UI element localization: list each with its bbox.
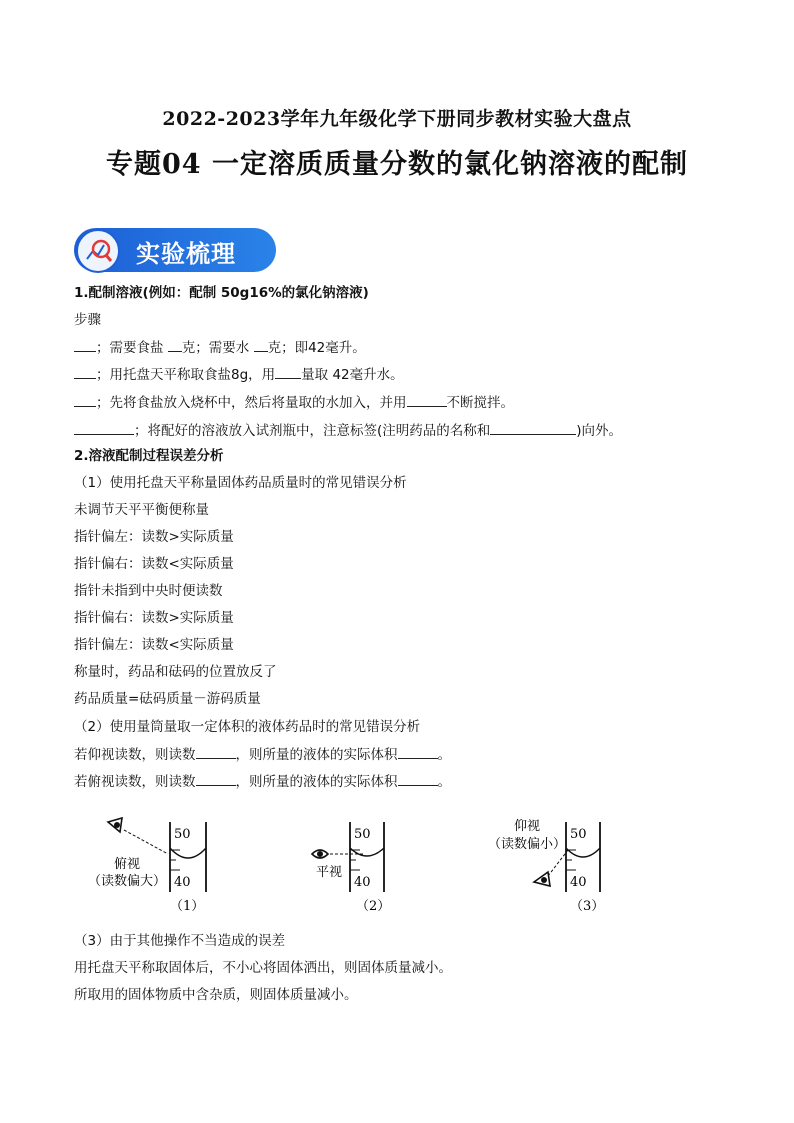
blank-field xyxy=(490,420,576,435)
blank-field xyxy=(398,771,438,786)
text-line: 指针偏左：读数>实际质量 xyxy=(74,529,234,545)
text-line: 未调节天平平衡便称量 xyxy=(74,502,209,518)
document-subtitle: 2022-2023学年九年级化学下册同步教材实验大盘点 xyxy=(162,108,632,130)
blank-field xyxy=(398,744,438,759)
section2-heading: 2.溶液配制过程误差分析 xyxy=(74,448,224,464)
figure-1 xyxy=(88,810,238,920)
mark-50: 50 xyxy=(354,827,371,842)
blank-field xyxy=(168,337,182,352)
text-line-upward: 若仰视读数，则读数 ，则所量的液体的实际体积 。 xyxy=(74,744,451,765)
text-line: 称量时，药品和砝码的位置放反了 xyxy=(74,664,277,680)
mark-40: 40 xyxy=(354,875,371,890)
blank-field xyxy=(196,744,236,759)
step-3: ；先将食盐放入烧杯中，然后将量取的水加入，并用 不断搅拌。 xyxy=(74,392,514,413)
blank-field xyxy=(275,364,301,379)
blank-field xyxy=(196,771,236,786)
text-line: 用托盘天平称取固体后，不小心将固体洒出，则固体质量减小。 xyxy=(74,960,452,976)
view-label: 仰视 xyxy=(514,819,541,834)
blank-field xyxy=(74,364,96,379)
mark-40: 40 xyxy=(174,875,191,890)
eye-icon xyxy=(108,818,122,832)
figure-3 xyxy=(488,810,638,920)
blank-field xyxy=(74,337,96,352)
subheading-balance: （1）使用托盘天平称量固体药品质量时的常见错误分析 xyxy=(74,475,407,491)
text-line-downward: 若俯视读数，则读数 ，则所量的液体的实际体积 。 xyxy=(74,771,451,792)
blank-field xyxy=(407,392,447,407)
blank-field xyxy=(254,337,268,352)
view-note: （读数偏小） xyxy=(488,837,567,852)
blank-field xyxy=(74,420,134,435)
steps-label: 步骤 xyxy=(74,312,101,328)
view-note: （读数偏大） xyxy=(88,874,167,889)
figure-caption: （1） xyxy=(170,899,205,914)
section1-heading: 1.配制溶液(例如：配制 50g16%的氯化钠溶液) xyxy=(74,285,369,301)
blank-field xyxy=(74,392,96,407)
subheading-cylinder: （2）使用量筒量取一定体积的液体药品时的常见错误分析 xyxy=(74,719,421,735)
step-1: ；需要食盐 克；需要水 克；即42毫升。 xyxy=(74,337,366,358)
document-title: 专题04 一定溶质质量分数的氯化钠溶液的配制 xyxy=(106,149,688,180)
text-line: 指针偏右：读数>实际质量 xyxy=(74,610,234,626)
banner-label: 实验梳理 xyxy=(136,240,236,268)
section-banner xyxy=(74,228,276,272)
figure-2 xyxy=(306,810,446,920)
view-label: 平视 xyxy=(316,865,343,880)
mark-40: 40 xyxy=(570,875,587,890)
chart-magnifier-icon xyxy=(76,229,120,273)
text-line: 所取用的固体物质中含杂质，则固体质量减小。 xyxy=(74,987,358,1003)
figure-caption: （3） xyxy=(570,899,605,914)
mark-50: 50 xyxy=(570,827,587,842)
text-line: 指针未指到中央时便读数 xyxy=(74,583,223,599)
mark-50: 50 xyxy=(174,827,191,842)
text-line: 药品质量=砝码质量－游码质量 xyxy=(74,691,261,707)
view-label: 俯视 xyxy=(114,857,141,872)
step-2: ；用托盘天平称取食盐8g，用 量取 42毫升水。 xyxy=(74,364,404,385)
text-line: 指针偏右：读数<实际质量 xyxy=(74,556,234,572)
eye-icon xyxy=(312,850,328,858)
eye-icon xyxy=(534,872,550,886)
text-line: 指针偏左：读数<实际质量 xyxy=(74,637,234,653)
subheading-other: （3）由于其他操作不当造成的误差 xyxy=(74,933,286,949)
step-4: ；将配好的溶液放入试剂瓶中，注意标签(注明药品的名称和 )向外。 xyxy=(74,420,622,441)
figure-caption: （2） xyxy=(356,899,391,914)
